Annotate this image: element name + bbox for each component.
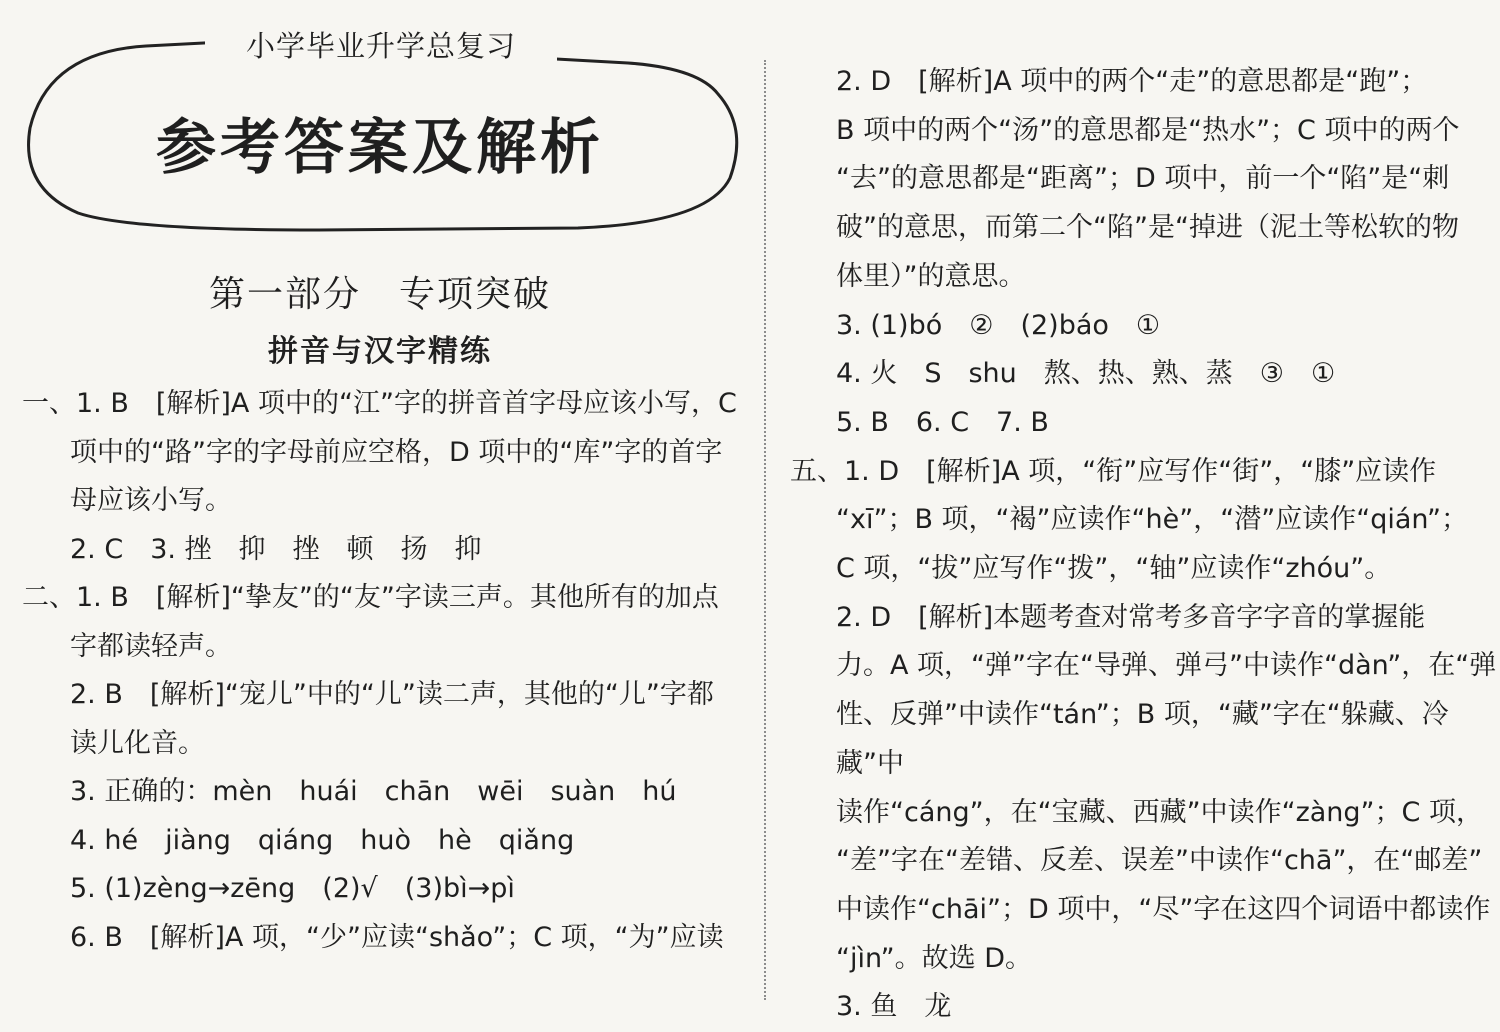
page-title: 参考答案及解析 [156,113,604,183]
left-answers [22,380,740,962]
answer-line: 读作“cáng”，在“宝藏、西藏”中读作“zàng”；C 项， [836,796,1483,828]
answer-item: 4. hé jiàng qiáng huò hè qiǎng [70,824,575,856]
answer-line: 中读作“chāi”；D 项中，“尽”字在这四个词语中都读作 [836,893,1491,925]
answer-line: “去”的意思都是“距离”；D 项中，前一个“陷”是“刺 [836,163,1450,195]
answer-item: 2. C 3. 挫 抑 挫 顿 扬 抑 [70,533,482,565]
answer-line: 破”的意思，而第二个“陷”是“掉进（泥土等松软的物 [836,212,1459,244]
answer-item: 二、1. B [解析]“挚友”的“友”字读三声。其他所有的加点字都读轻声。 [22,582,719,662]
answer-line: “xī”；B 项，“褐”应读作“hè”，“潜”应读作“qián”； [836,504,1469,536]
answer-line: 五、1. D [解析]A 项，“衔”应写作“街”，“膝”应读作 [790,455,1437,487]
answer-line: 力。A 项，“弹”字在“导弹、弹弓”中读作“dàn”，在“弹 [836,650,1497,682]
answer-item: 6. B [解析]A 项，“少”应读“shǎo”；C 项，“为”应读 [70,921,724,953]
answer-item: 5. (1)zèng→zēng (2)√ (3)bì→pì [70,873,515,904]
right-answers [790,58,1500,1032]
answer-line: 3. (1)bó ② (2)báo ① [836,309,1161,341]
answer-line: C 项，“拔”应写作“拨”，“轴”应读作“zhóu”。 [836,553,1392,585]
answer-line: 2. D [解析]A 项中的两个“走”的意思都是“跑”； [836,66,1428,97]
answer-line: 4. 火 S shu 熬、热、熟、蒸 ③ ① [836,358,1336,390]
column-divider [764,60,766,1000]
answer-item: 3. 正确的：mèn huái chān wēi suàn hú [70,776,677,807]
answer-line: “jìn”。故选 D。 [836,942,1032,974]
part-title: 第一部分 专项突破 [208,274,551,315]
answer-line: 2. D [解析]本题考查对常考多音字字音的掌握能 [836,601,1426,633]
answer-line: B 项中的两个“汤”的意思都是“热水”；C 项中的两个 [836,114,1460,146]
left-column [0,0,760,1000]
answer-item: 一、1. B [解析]A 项中的“江”字的拼音首字母应该小写，C 项中的“路”字的字母前应空格，D 项中的“库”字的首字母应该小写。 [22,388,737,516]
right-column [770,0,1500,1023]
book-subtitle: 小学毕业升学总复习 [205,24,557,65]
answer-item: 2. B [解析]“宠儿”中的“儿”读二声，其他的“儿”字都读儿化音。 [70,679,714,759]
answer-line: 体里）”的意思。 [836,260,1026,292]
answer-line: 性、反弹”中读作“tán”；B 项，“藏”字在“躲藏、冷藏”中 [836,699,1449,779]
section-title: 拼音与汉字精练 [268,334,492,369]
answer-line: “差”字在“差错、反差、误差”中读作“chā”，在“邮差” [836,845,1483,877]
answer-line: 5. B 6. C 7. B [836,406,1049,438]
answer-line: 3. 鱼 龙 [836,991,952,1023]
